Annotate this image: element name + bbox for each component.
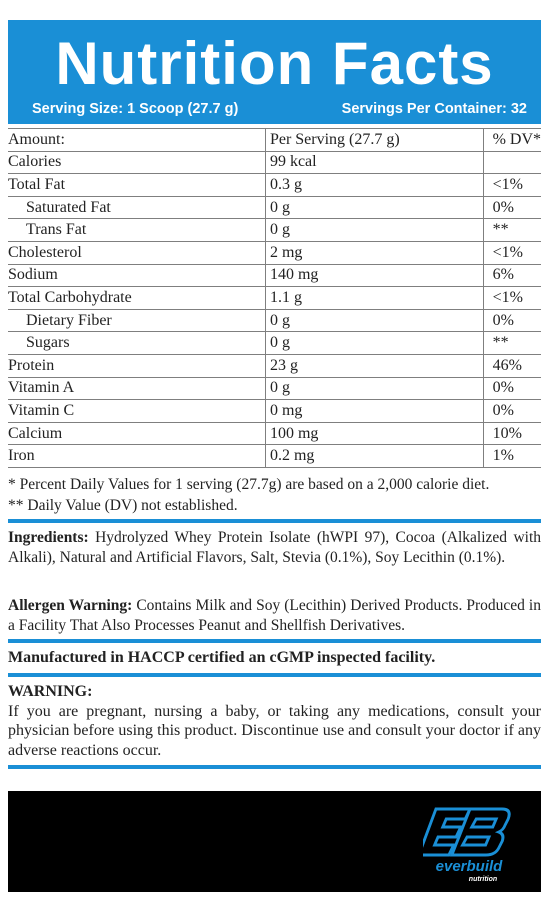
nutrient-amount: 0 g xyxy=(265,219,483,242)
allergen-text: Contains Milk and Soy (Lecithin) Derived Products. Produced in a Facility That Also Processes Peanut and Shellfish Derivatives. xyxy=(8,597,541,634)
nutrient-dv: 0% xyxy=(483,309,541,332)
divider-rule xyxy=(8,765,541,769)
nutrient-amount: 0 g xyxy=(265,309,483,332)
footnotes xyxy=(8,474,541,516)
nutrient-name: Vitamin C xyxy=(8,400,265,423)
nutrient-name: Trans Fat xyxy=(8,219,265,242)
table-row xyxy=(8,422,541,445)
header-per-serving: Per Serving (27.7 g) xyxy=(265,129,483,152)
footnote-not-established: ** Daily Value (DV) not established. xyxy=(8,497,238,514)
table-row xyxy=(8,151,541,174)
nutrient-amount: 0 g xyxy=(265,377,483,400)
nutrient-amount: 2 mg xyxy=(265,241,483,264)
table-row xyxy=(8,264,541,287)
header-amount: Amount: xyxy=(8,129,265,152)
table-row xyxy=(8,309,541,332)
table-row xyxy=(8,332,541,355)
nutrient-dv: 10% xyxy=(483,422,541,445)
table-row xyxy=(8,241,541,264)
allergen-label: Allergen Warning: xyxy=(8,597,133,614)
nutrient-amount: 23 g xyxy=(265,354,483,377)
nutrient-amount: 1.1 g xyxy=(265,287,483,310)
nutrient-name: Saturated Fat xyxy=(8,196,265,219)
nutrient-amount: 0.2 mg xyxy=(265,445,483,468)
nutrient-name: Dietary Fiber xyxy=(8,309,265,332)
everbuild-logo-icon xyxy=(423,803,515,889)
nutrient-name: Total Carbohydrate xyxy=(8,287,265,310)
manufactured-statement: Manufactured in HACCP certified an cGMP inspected facility. xyxy=(8,649,436,666)
nutrition-header xyxy=(8,20,541,124)
logo-sub-text: nutrition xyxy=(468,876,498,883)
serving-size: Serving Size: 1 Scoop (27.7 g) xyxy=(32,101,239,117)
nutrient-dv: 1% xyxy=(483,445,541,468)
nutrient-name: Sugars xyxy=(8,332,265,355)
nutrient-name: Protein xyxy=(8,354,265,377)
nutrient-dv: 46% xyxy=(483,354,541,377)
warning-text: If you are pregnant, nursing a baby, or taking any medications, consult your physician before using this product. Discontinue use and consult your doctor if any adverse reactions occur. xyxy=(8,702,541,759)
nutrient-dv: <1% xyxy=(483,174,541,197)
nutrient-name: Calories xyxy=(8,151,265,174)
nutrient-amount: 140 mg xyxy=(265,264,483,287)
header-dv: % DV* xyxy=(483,129,541,152)
nutrient-dv: <1% xyxy=(483,241,541,264)
nutrient-name: Iron xyxy=(8,445,265,468)
nutrient-dv: 0% xyxy=(483,196,541,219)
nutrient-dv xyxy=(483,151,541,174)
divider-rule xyxy=(8,673,541,677)
ingredients-text: Hydrolyzed Whey Protein Isolate (hWPI 97), Cocoa (Alkalized with Alkali), Natural and Artificial Flavors, Salt, Stevia (0.1%), Soy Lecithin (0.1%). xyxy=(8,529,541,566)
brand-footer xyxy=(8,791,541,892)
ingredients-label: Ingredients: xyxy=(8,529,89,546)
nutrient-dv: 6% xyxy=(483,264,541,287)
nutrient-amount: 0.3 g xyxy=(265,174,483,197)
table-row xyxy=(8,196,541,219)
table-row xyxy=(8,445,541,468)
nutrient-amount: 0 g xyxy=(265,332,483,355)
nutrient-dv: ** xyxy=(483,332,541,355)
nutrient-name: Total Fat xyxy=(8,174,265,197)
table-row xyxy=(8,400,541,423)
nutrient-dv: 0% xyxy=(483,377,541,400)
warning-title: WARNING: xyxy=(8,683,93,700)
nutrient-name: Cholesterol xyxy=(8,241,265,264)
table-header-row xyxy=(8,129,541,152)
allergen-block xyxy=(8,596,541,636)
nutrient-dv: 0% xyxy=(483,400,541,423)
logo-brand-text: everbuild xyxy=(435,858,503,875)
footnote-dv: * Percent Daily Values for 1 serving (27.7g) are based on a 2,000 calorie diet. xyxy=(8,476,490,493)
nutrient-amount: 100 mg xyxy=(265,422,483,445)
nutrition-title: Nutrition Facts xyxy=(55,30,494,97)
nutrition-table xyxy=(8,128,541,468)
nutrient-amount: 0 mg xyxy=(265,400,483,423)
warning-block xyxy=(8,682,541,760)
table-row xyxy=(8,287,541,310)
table-row xyxy=(8,219,541,242)
nutrient-dv: ** xyxy=(483,219,541,242)
nutrient-name: Calcium xyxy=(8,422,265,445)
divider-rule xyxy=(8,519,541,523)
nutrient-dv: <1% xyxy=(483,287,541,310)
nutrient-amount: 99 kcal xyxy=(265,151,483,174)
nutrient-name: Sodium xyxy=(8,264,265,287)
divider-rule xyxy=(8,639,541,643)
ingredients-block xyxy=(8,528,541,568)
nutrient-amount: 0 g xyxy=(265,196,483,219)
table-row xyxy=(8,377,541,400)
nutrient-name: Vitamin A xyxy=(8,377,265,400)
table-row xyxy=(8,354,541,377)
servings-per-container: Servings Per Container: 32 xyxy=(341,101,527,117)
table-row xyxy=(8,174,541,197)
